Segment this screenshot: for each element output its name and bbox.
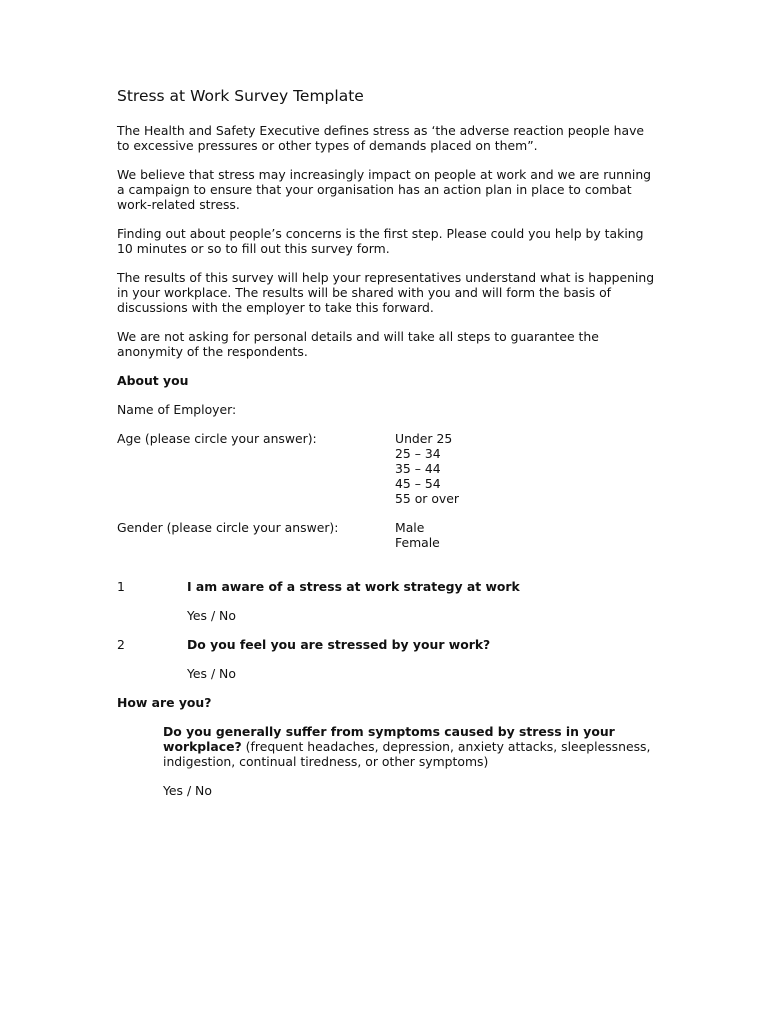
gender-option[interactable]: Male [395,520,425,535]
gender-row [117,520,657,550]
employer-label: Name of Employer: [117,402,237,417]
question-text: I am aware of a stress at work strategy at work [187,579,520,594]
about-heading: About you [117,373,189,388]
age-option[interactable]: 45 – 54 [395,476,441,491]
age-option[interactable]: 25 – 34 [395,446,441,461]
symptoms-question-bold: Do you generally suffer from symptoms caused by stress in your workplace? [163,724,615,754]
intro-paragraph-5: We are not asking for personal details and will take all steps to guarantee the anonymity of the respondents. [117,329,599,359]
age-row [117,431,657,506]
gender-option[interactable]: Female [395,535,440,550]
document-title: Stress at Work Survey Template [117,87,364,105]
intro-paragraph-3: Finding out about people’s concerns is the first step. Please could you help by taking 10 minutes or so to fill out this survey form. [117,226,644,256]
question-1-answer[interactable]: Yes / No [187,608,236,623]
document-page [117,86,657,812]
gender-label: Gender (please circle your answer): [117,520,339,535]
question-2-answer[interactable]: Yes / No [187,666,236,681]
gender-options [395,520,440,550]
symptoms-question-rest: (frequent headaches, depression, anxiety attacks, sleeplessness, indigestion, continual tiredness, or other symptoms) [163,739,651,769]
intro-paragraph-1: The Health and Safety Executive defines stress as ‘the adverse reaction people have to excessive pressures or other types of demands placed on them”. [117,123,645,153]
age-options [395,431,459,506]
age-option[interactable]: 35 – 44 [395,461,441,476]
question-2 [117,637,657,652]
question-number: 2 [117,637,125,652]
intro-paragraph-2: We believe that stress may increasingly impact on people at work and we are running a campaign to ensure that your organisation has an action plan in place to combat work-related stress. [117,167,652,212]
how-heading: How are you? [117,695,212,710]
age-option[interactable]: Under 25 [395,431,453,446]
question-number: 1 [117,579,125,594]
symptoms-answer[interactable]: Yes / No [163,783,212,798]
symptoms-question [163,724,657,769]
age-label: Age (please circle your answer): [117,431,317,446]
age-option[interactable]: 55 or over [395,491,459,506]
question-1 [117,579,657,594]
section-spacer [117,564,657,579]
question-text: Do you feel you are stressed by your work? [187,637,491,652]
intro-paragraph-4: The results of this survey will help your representatives understand what is happening in your workplace. The results will be shared with you and will form the basis of discussions with the employer to take this forward. [117,270,655,315]
